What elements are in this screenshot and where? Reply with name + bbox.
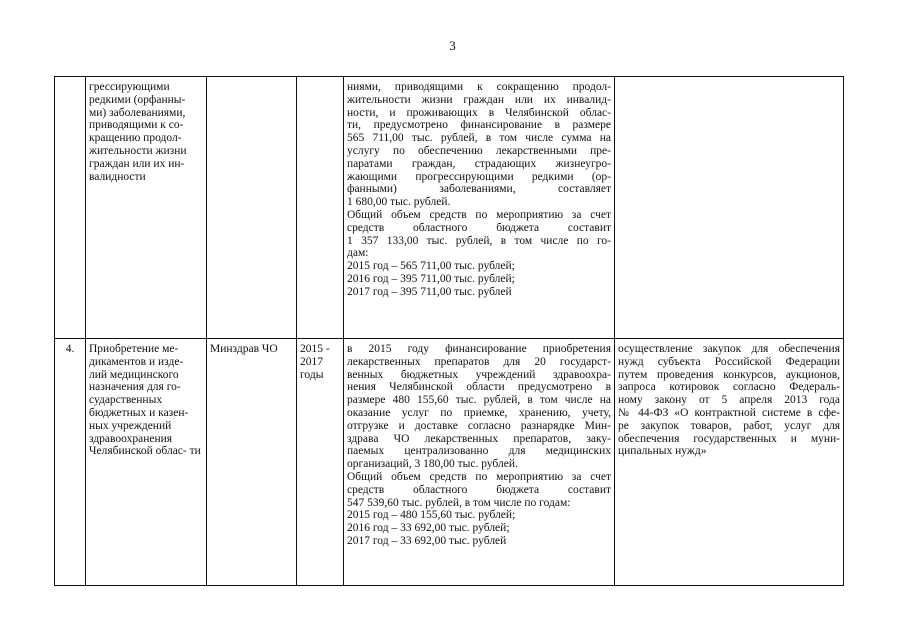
- result-line: № 44-ФЗ «О контрактной системе в сфе-: [618, 406, 840, 419]
- result-line: нужд субъекта Российской Федерации: [618, 355, 840, 368]
- measures-table: [54, 76, 844, 586]
- description-line: 2016 год – 395 711,00 тыс. рублей;: [347, 272, 515, 285]
- period-cell: [297, 77, 344, 339]
- result-cell: [615, 77, 844, 339]
- description-line: 2016 год – 33 692,00 тыс. рублей;: [347, 522, 510, 535]
- description-line: организаций, 3 180,00 тыс. рублей.: [347, 458, 518, 471]
- description-line: нения Челябинской области предусмотрено в: [347, 381, 611, 394]
- description-line: 547 539,60 тыс. рублей, в том числе по годам:: [347, 496, 571, 509]
- description-line: фанными) заболеваниями, составляет: [347, 183, 611, 196]
- measure-name-cell: грессирующими редкими (орфанны- ми) заболеваниями, приводящими к со- кращению продол- жительности жизни граждан или их ин- валидности: [86, 77, 207, 339]
- description-line: ниями, приводящими к сокращению продол-: [347, 81, 611, 93]
- result-line: ципальных нужд»: [618, 445, 707, 458]
- result-line: ре закупок товаров, работ, услуг для: [618, 419, 840, 432]
- executor-cell: [207, 77, 297, 339]
- description-line: 2017 год – 395 711,00 тыс. рублей: [347, 285, 512, 298]
- description-line: паратами граждан, страдающих жизнеугро-: [347, 157, 611, 170]
- executor-cell: Минздрав ЧО: [207, 339, 297, 586]
- description-line: средств областного бюджета составит: [347, 483, 611, 496]
- result-line: осуществление закупок для обеспечения: [618, 343, 840, 355]
- description-line: венных бюджетных учреждений здравоохра-: [347, 368, 611, 381]
- page-number: 3: [449, 38, 456, 53]
- description-line: в 2015 году финансирование приобретения: [347, 343, 611, 355]
- description-line: жающими прогрессирующими редкими (ор-: [347, 170, 611, 183]
- description-line: Общий объем средств по мероприятию за счет: [347, 208, 611, 221]
- description-line: ности, и проживающих в Челябинской облас-: [347, 106, 611, 119]
- table-row: [55, 77, 844, 339]
- result-line: путем проведения конкурсов, аукционов,: [618, 368, 840, 381]
- description-line: дам:: [347, 247, 369, 260]
- description-line: здрава ЧО лекарственных препаратов, заку-: [347, 432, 611, 445]
- table-row: [55, 339, 844, 586]
- description-line: 1 680,00 тыс. рублей.: [347, 196, 451, 209]
- description-line: 2015 год – 480 155,60 тыс. рублей;: [347, 509, 516, 522]
- row-number-cell: 4.: [55, 339, 86, 586]
- result-cell: [615, 339, 844, 586]
- description-line: 1 357 133,00 тыс. рублей, в том числе по го-: [347, 234, 611, 247]
- description-cell: [344, 339, 615, 586]
- description-line: 2015 год – 565 711,00 тыс. рублей;: [347, 260, 515, 273]
- description-line: паемых централизованно для медицинских: [347, 445, 611, 458]
- description-line: оказание услуг по приемке, хранению, учету,: [347, 406, 611, 419]
- description-line: средств областного бюджета составит: [347, 221, 611, 234]
- result-line: ному закону от 5 апреля 2013 года: [618, 394, 840, 407]
- description-line: услугу по обеспечению лекарственными пре-: [347, 144, 611, 157]
- description-cell: [344, 77, 615, 339]
- result-line: запроса котировок согласно Федераль-: [618, 381, 840, 394]
- description-line: лекарственных препаратов для 20 государст-: [347, 355, 611, 368]
- description-line: ти, предусмотрено финансирование в размере: [347, 119, 611, 132]
- description-line: 565 711,00 тыс. рублей, в том числе сумма на: [347, 132, 611, 145]
- description-line: 2017 год – 33 692,00 тыс. рублей: [347, 534, 507, 547]
- result-line: обеспечения государственных и муни-: [618, 432, 840, 445]
- measure-name-cell: Приобретение ме- дикаментов и изде- лий медицинского назначения для го- сударственных бюджетных и казен- ных учреждений здравоохранения Челябинской облас- ти: [86, 339, 207, 586]
- period-cell: 2015 - 2017 годы: [297, 339, 344, 586]
- description-line: отгрузке и доставке согласно разнарядке Мин-: [347, 419, 611, 432]
- row-number-cell: [55, 77, 86, 339]
- description-line: Общий объем средств по мероприятию за счет: [347, 470, 611, 483]
- description-line: размере 480 155,60 тыс. рублей, в том числе на: [347, 394, 611, 407]
- description-line: жительности жизни граждан или их инвалид-: [347, 93, 611, 106]
